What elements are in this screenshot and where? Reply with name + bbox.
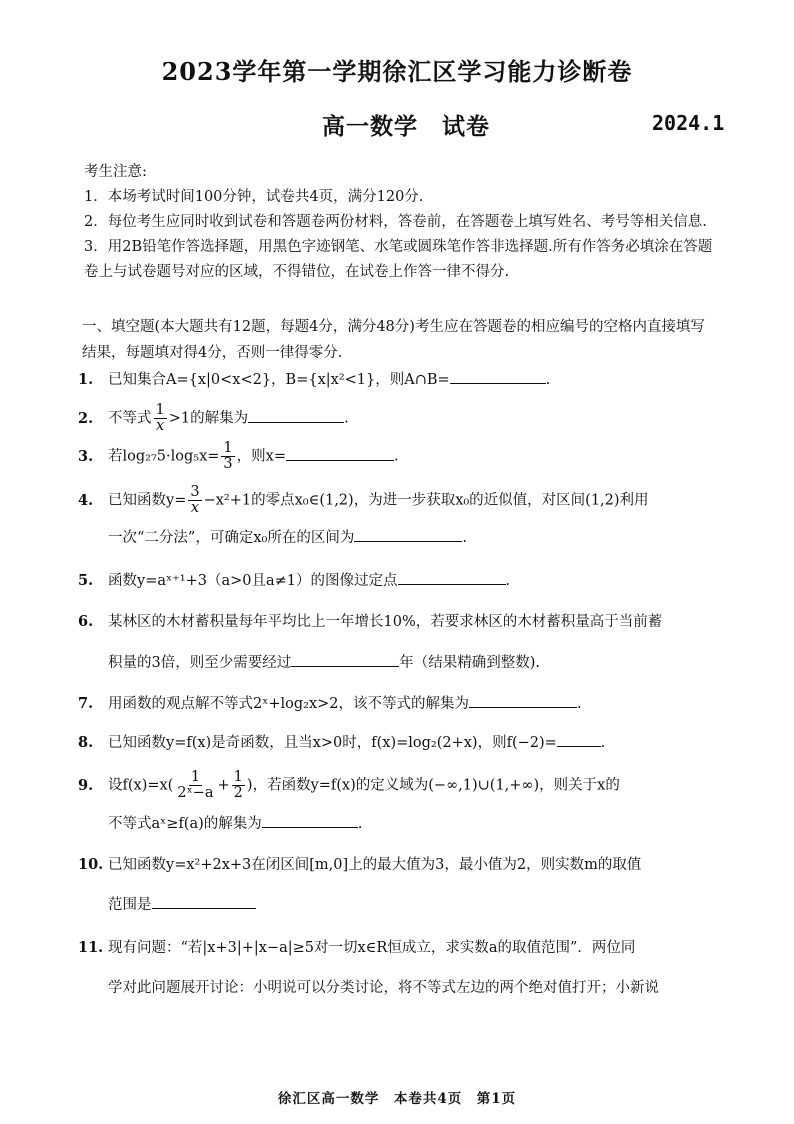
exam-title: 2023学年第一学期徐汇区学习能力诊断卷 (161, 57, 633, 86)
question-number: 2. (78, 409, 94, 427)
answer-blank[interactable] (469, 693, 577, 708)
fraction: $\frac{1}{2}$ (233, 769, 243, 801)
question-text: 不等式 (108, 410, 152, 427)
section-1-intro: 一、填空题(本大题共有12题，每题4分，满分48分)考生应在答题卷的相应编号的空格内直接填写结果，每题填对得4分，否则一律得零分. (82, 319, 705, 361)
question-9-line-2: 不等式aˣ≥f(a)的解集为 . (108, 812, 748, 833)
notice-heading: 考生注意: (84, 164, 147, 180)
answer-blank[interactable] (152, 894, 256, 909)
question-10-line-2: 范围是 (108, 893, 748, 914)
page-footer: 徐汇区高一数学 本卷共4页 第1页 (277, 1091, 517, 1107)
question-text: 已知函数y=f(x)是奇函数，且当x>0时，f(x)=log₂(2+x)，则f(−2)= (108, 735, 557, 751)
notice-item-2: 2．每位考生应同时收到试卷和答题卷两份材料，答卷前，在答题卷上填写姓名、考号等相关信息. (84, 214, 707, 230)
question-8: 8. 已知函数y=f(x)是奇函数，且当x>0时，f(x)=log₂(2+x)，则f(−2)= . (78, 734, 606, 751)
question-number: 8. (78, 734, 94, 751)
question-3: 3. 若log₂₇5·log₅x= $\frac{1}{3}$ ，则x= . (78, 440, 399, 472)
notice-item-3: 3．用2B铅笔作答选择题，用黑色字迹钢笔、水笔或圆珠笔作答非选择题.所有作答务必填涂在答题卷上与试卷题号对应的区域，不得错位，在试卷上作答一律不得分. (84, 239, 713, 280)
fraction: $\frac{1}{x}$ (155, 402, 165, 434)
question-text: 已知集合A={x|0<x<2}，B={x|x²<1}，则A∩B= (108, 372, 450, 388)
fraction: $\frac{1}{3}$ (223, 440, 233, 472)
question-10 (78, 853, 718, 874)
question-5: 5. 函数y=aˣ⁺¹+3（a>0且a≠1）的图像过定点 . (78, 572, 511, 589)
question-7: 7. 用函数的观点解不等式2ˣ+log₂x>2，该不等式的解集为 . (78, 695, 582, 712)
question-number: 3. (78, 447, 94, 465)
fraction: $\frac{1}{\text{2ˣ−a}}$ (177, 769, 214, 801)
question-6-line-2: 积量的3倍，则至少需要经过 年（结果精确到整数). (108, 651, 748, 672)
answer-blank[interactable] (557, 732, 601, 747)
answer-blank[interactable] (354, 527, 462, 542)
question-text: 现有问题：“若|x+3|+|x−a|≥5对一切x∈R恒成立，求实数a的取值范围”．两位同 (108, 940, 636, 956)
question-number: 6. (78, 613, 94, 630)
question-number: 4. (78, 491, 94, 509)
question-number: 7. (78, 695, 94, 712)
question-11 (78, 936, 718, 957)
question-number: 1. (78, 371, 94, 388)
question-text: 某林区的木材蓄积量每年平均比上一年增长10%，若要求林区的木材蓄积量高于当前蓄 (108, 614, 663, 630)
exam-date: 2024.1 (652, 111, 725, 135)
question-text: 函数y=aˣ⁺¹+3（a>0且a≠1）的图像过定点 (108, 573, 398, 589)
answer-blank[interactable] (450, 369, 546, 384)
notice-block (84, 160, 714, 285)
question-number: 5. (78, 572, 94, 589)
exam-subtitle: 高一数学 试卷 (322, 113, 490, 140)
question-text: 若log₂₇5·log₅x= (108, 448, 220, 465)
question-1: 1. 已知集合A={x|0<x<2}，B={x|x²<1}，则A∩B= . (78, 371, 551, 388)
answer-blank[interactable] (248, 408, 344, 423)
question-number: 9. (78, 776, 94, 794)
question-9: 9. 设f(x)=x( $\frac{1}{\text{2ˣ−a}}$ + $\frac{1}{2}$ )，若函数y=f(x)的定义域为(−∞,1)∪(1,+∞)，则关于x的 (78, 769, 620, 801)
answer-blank[interactable] (398, 570, 506, 585)
question-text: 已知函数y= (108, 492, 187, 509)
answer-blank[interactable] (286, 446, 394, 461)
fraction: $\frac{3}{x}$ (190, 484, 200, 516)
notice-item-1: 1．本场考试时间100分钟，试卷共4页，满分120分. (84, 189, 424, 205)
question-text: 设f(x)=x( (108, 777, 174, 794)
question-number: 11. (78, 939, 104, 956)
question-4: 4. 已知函数y= $\frac{3}{x}$ −x²+1的零点x₀∈(1,2)，为进一步获取x₀的近似值，对区间(1,2)利用 (78, 484, 649, 516)
question-text: 已知函数y=x²+2x+3在闭区间[m,0]上的最大值为3，最小值为2，则实数m的取值 (108, 857, 642, 873)
question-number: 10. (78, 856, 104, 873)
answer-blank[interactable] (262, 813, 358, 828)
question-6 (78, 610, 718, 631)
question-11-line-2: 学对此问题展开讨论：小明说可以分类讨论，将不等式左边的两个绝对值打开；小新说 (108, 980, 659, 996)
question-4-line-2: 一次“二分法”，可确定x₀所在的区间为 . (108, 526, 748, 547)
question-text: 用函数的观点解不等式2ˣ+log₂x>2，该不等式的解集为 (108, 696, 470, 712)
question-2: 2. 不等式 $\frac{1}{x}$ >1的解集为 . (78, 402, 349, 434)
answer-blank[interactable] (291, 652, 399, 667)
